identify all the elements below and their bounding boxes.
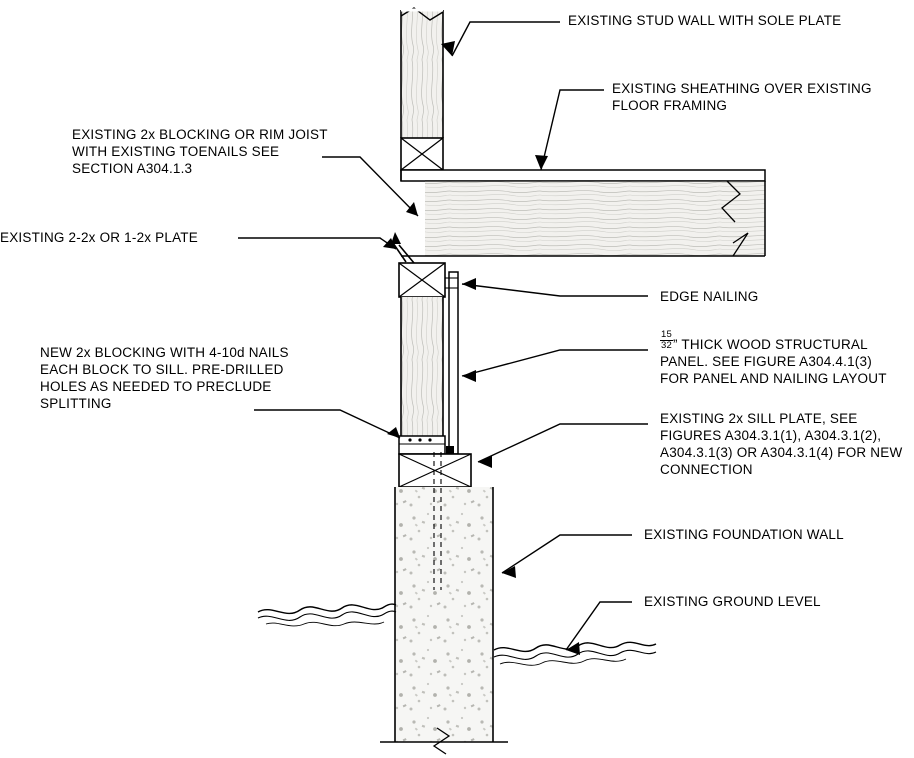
panel-thickness-fraction: $\frac{15}{32}$ — [661, 329, 672, 351]
new-2x-blocking — [399, 436, 454, 455]
label-existing-foundation-wall: EXISTING FOUNDATION WALL — [644, 527, 844, 542]
label-existing-sheathing: EXISTING SHEATHING OVER EXISTING FLOOR FRAMING — [612, 81, 872, 113]
label-existing-sill-plate: EXISTING 2x SILL PLATE, SEE FIGURES A304.3.1(1), A304.3.1(2), A304.3.1(3) OR A304.3.1(4) FOR NEW CONNECTION — [660, 411, 903, 477]
existing-stud-wall — [401, 8, 443, 138]
label-wood-structural-panel — [660, 330, 900, 387]
existing-rim-joist-blocking — [401, 138, 443, 170]
panel-inch-mark: ” — [672, 336, 678, 352]
label-existing-blocking-rim-joist: EXISTING 2x BLOCKING OR RIM JOIST WITH EXISTING TOENAILS SEE SECTION A304.1.3 — [72, 127, 328, 176]
existing-foundation-wall — [380, 452, 508, 754]
label-new-2x-blocking: NEW 2x BLOCKING WITH 4-10d NAILS EACH BLOCK TO SILL. PRE-DRILLED HOLES AS NEEDED TO PRECLUDE SPLITTING — [40, 345, 289, 411]
label-existing-stud-wall: EXISTING STUD WALL WITH SOLE PLATE — [568, 13, 842, 28]
existing-sill-plate — [399, 454, 471, 487]
panel-label-text: THICK WOOD STRUCTURAL PANEL. SEE FIGURE A304.4.1(3) FOR PANEL AND NAILING LAYOUT — [660, 336, 887, 386]
cripple-wall-stud — [401, 297, 443, 442]
label-edge-nailing: EDGE NAILING — [660, 289, 759, 304]
label-existing-ground-level: EXISTING GROUND LEVEL — [644, 594, 821, 609]
existing-floor-framing — [401, 170, 765, 256]
label-existing-2x-plate: EXISTING 2-2x OR 1-2x PLATE — [0, 230, 198, 245]
wood-structural-panel — [449, 272, 458, 454]
